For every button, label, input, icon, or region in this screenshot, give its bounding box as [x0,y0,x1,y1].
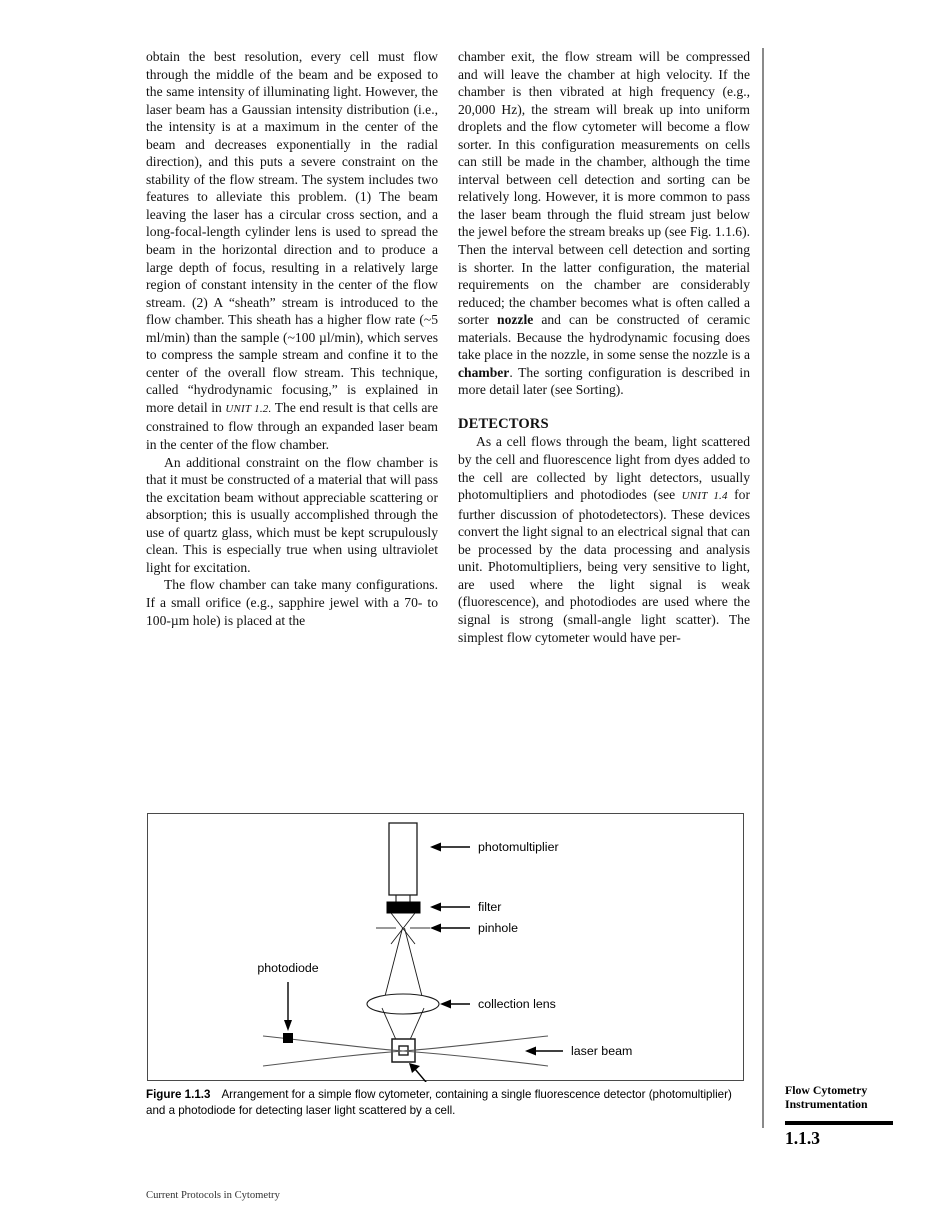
running-head-rule [785,1121,893,1125]
section-heading-detectors: DETECTORS [458,415,549,432]
figure-caption [146,1087,746,1118]
paragraph-right-2b: for further discussion of photodetectors). These devices convert the light signal to an electrical signal that can be processed by the data processing and analysis unit. Photomultipliers, being very sensitive to light, are used where the light signal is weak (fluorescence), and photodiodes are used where the signal is strong (small-angle light scatter). The simplest flow cytometer would have per- [458,487,750,645]
photomultiplier-arrow-head [430,843,441,852]
figure-caption-text: Arrangement for a simple flow cytometer, containing a single fluorescence detector (photomultiplier) and a photodiode for detecting laser light scattered by a cell. [146,1088,732,1117]
figure-label-pinhole: pinhole [478,921,518,935]
figure-box [147,813,744,1081]
paragraph-right-2 [458,433,750,646]
running-head-line-1: Flow Cytometry [785,1083,868,1097]
filter-icon [387,902,420,913]
running-head-line-2: Instrumentation [785,1096,868,1111]
running-head [785,1084,935,1111]
flow-cytometer-diagram [148,814,745,1082]
bold-term-nozzle: nozzle [497,312,534,328]
text-column-right [458,48,750,646]
paragraph-left-3: The flow chamber can take many configurations. If a small orifice (e.g., sapphire jewel with a 70- to 100-µm hole) is placed at the [146,577,438,628]
flow-chamber-arrow-head [409,1063,420,1073]
paragraph-right-1 [458,48,750,399]
collection-lens-arrow-head [440,1000,451,1009]
paragraph-left-2: An additional constraint on the flow chamber is that it must be constructed of a material that will pass the excitation beam without appreciable scattering or absorption; this is usually accomplished through the use of quartz glass, which must be kept scrupulously clean. This is especially true when using ultraviolet light for excitation. [146,454,438,575]
photodiode-icon [283,1033,293,1043]
right-margin-rule [762,48,764,1128]
laser-beam-arrow-head [525,1047,536,1056]
paragraph-left-1 [146,48,438,454]
filter-arrow-head [430,903,441,912]
figure-label-photodiode: photodiode [257,961,319,975]
paragraph-right-1b: and can be constructed of ceramic materials. Because the hydrodynamic focusing does take place in the nozzle, in some sense the nozzle is a [458,312,750,363]
figure-label-collection-lens: collection lens [478,997,556,1011]
page-number: 1.1.3 [785,1128,820,1148]
text-column-left [146,48,438,629]
paragraph-right-2a: As a cell flows through the beam, light scattered by the cell and fluorescence light from dyes added to the cell are collected by light detectors, usually photomultipliers and photodiodes (see [458,434,750,503]
figure-label-laser-beam: laser beam [571,1044,633,1058]
figure-label-photomultiplier: photomultiplier [478,840,559,854]
pinhole-arrow-head [430,924,441,933]
unit-reference-1-4: UNIT 1.4 [681,490,728,503]
bold-term-chamber: chamber [458,364,510,380]
paragraph-left-1-tail: The end result is that cells are constrained to flow through an expanded laser beam in the center of the flow chamber. [146,399,438,453]
unit-reference-1-2: UNIT 1.2. [225,402,272,415]
collection-lens-icon [367,994,439,1014]
flow-chamber-arrow-shaft [415,1069,431,1082]
paragraph-right-1c: . The sorting configuration is described in more detail later (see Sorting). [458,364,750,398]
photodiode-arrow-head [284,1020,292,1031]
paragraph-left-1-text: obtain the best resolution, every cell must flow through the middle of the beam and be exposed to the same intensity of illuminating light. However, the laser beam has a Gaussian intensity distribution (i.e., the intensity is at a maximum in the center of the beam and decreases exponentially in the radial direction), and this puts a severe constraint on the stability of the flow stream. The system includes two features to alleviate this problem. (1) The beam leaving the laser has a circular cross section, and a long-focal-length cylinder lens is used to spread the beam in the horizontal direction and to produce a large depth of focus, resulting in a relatively large region of constant intensity in the center of the flow stream. (2) A “sheath” stream is introduced to the flow chamber. This sheath has a higher flow rate (~5 ml/min) than the sample (~100 µl/min), which serves to compress the sample stream and confine it to the center of the overall flow stream. This technique, called “hydrodynamic focusing,” is explained in more detail in [146,49,438,415]
figure-label-filter: filter [478,900,502,914]
ray-mid-1 [384,928,403,1000]
paragraph-right-1a: chamber exit, the flow stream will be compressed and will leave the chamber at high velocity. If the chamber is then vibrated at high frequency (e.g., 20,000 Hz), the stream will break up into uniform droplets and the flow cytometer will become a flow sorter. In this configuration measurements on cells can still be made in the chamber, although the time interval between cell detection and sorting can be relatively long. However, it is more common to pass the laser beam through the fluid stream just below the jewel before the stream breaks up (see Fig. 1.1.6). Then the interval between cell detection and sorting is shorter. In the latter configuration, the material requirements on the chamber are considerably reduced; the chamber becomes what is often called a sorter [458,49,750,328]
photomultiplier-tube-icon [389,823,417,895]
ray-mid-2 [405,928,424,1000]
footer-publication-title: Current Protocols in Cytometry [146,1190,280,1201]
figure-caption-number: Figure 1.1.3 [146,1088,211,1101]
